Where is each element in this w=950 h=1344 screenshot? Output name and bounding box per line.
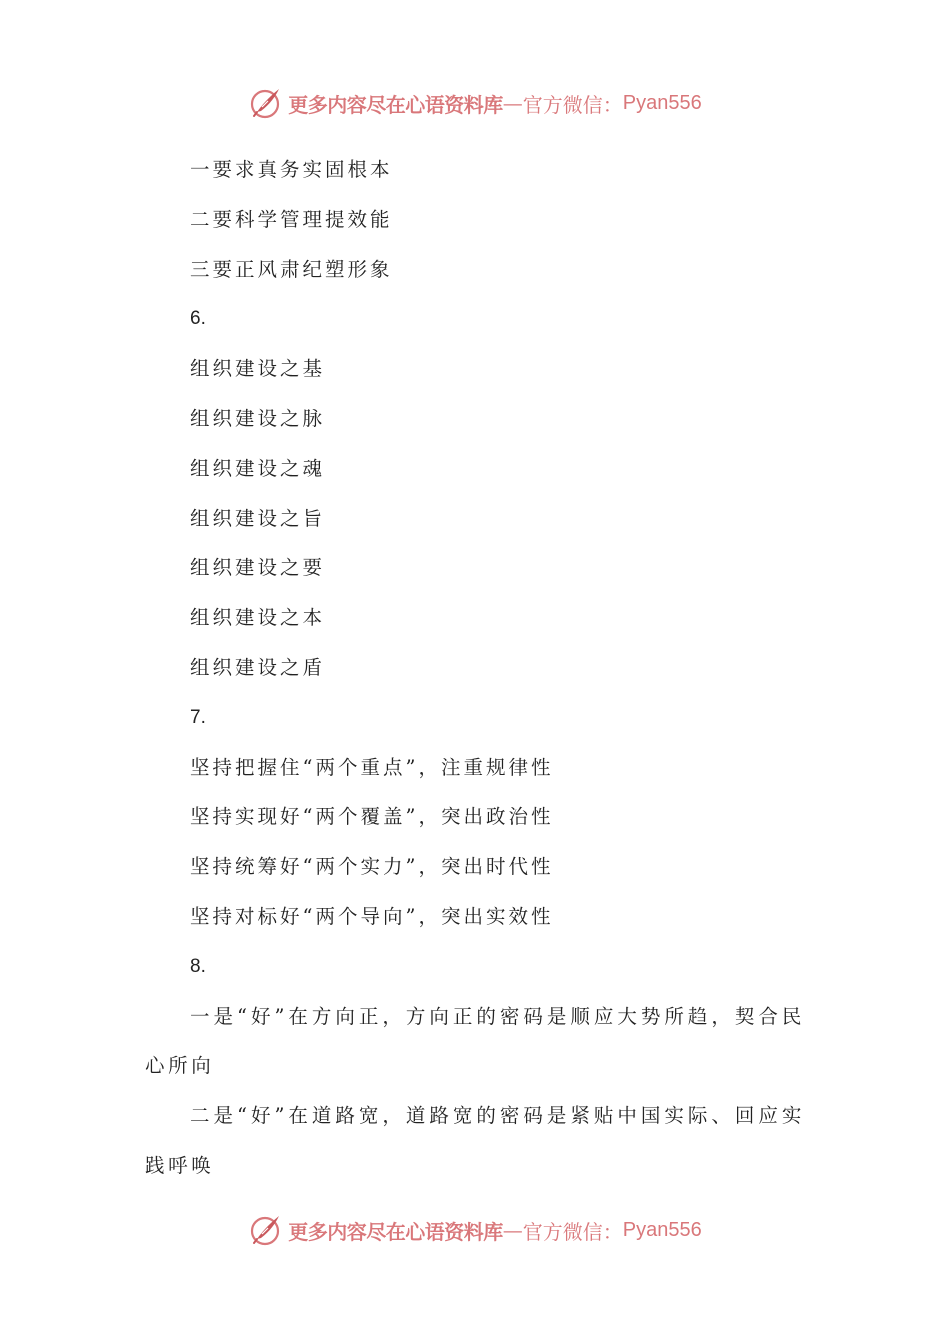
text-line: 坚持实现好“两个覆盖”，突出政治性 [190, 805, 554, 829]
quill-pen-logo-icon [248, 1212, 284, 1248]
watermark-banner-bottom [0, 1208, 950, 1252]
text-line: 坚持统筹好“两个实力”，突出时代性 [190, 855, 554, 879]
paragraph: 二是“好”在道路宽，道路宽的密码是紧贴中国实际、回应实践呼唤 [145, 1104, 805, 1177]
text-line: 二要科学管理提效能 [190, 207, 393, 231]
text-line: 坚持把握住“两个重点”，注重规律性 [190, 755, 554, 779]
text-line: 坚持对标好“两个导向”，突出实效性 [190, 904, 554, 928]
watermark-dash: — [502, 91, 523, 115]
text-line: 组织建设之魂 [190, 456, 326, 480]
quill-pen-logo-icon [248, 85, 284, 121]
text-line: 组织建设之基 [190, 357, 326, 381]
paragraph: 一是“好”在方向正，方向正的密码是顺应大势所趋，契合民心所向 [145, 1004, 805, 1078]
section-number: 7. [190, 706, 206, 728]
watermark-handle: Pyan556 [622, 91, 702, 114]
watermark-label: 官方微信： [522, 1219, 623, 1244]
watermark-label: 官方微信： [522, 92, 623, 117]
watermark-brand: 更多内容尽在心语资料库 [288, 92, 503, 117]
text-line: 组织建设之盾 [190, 655, 326, 679]
text-line: 三要正风肃纪塑形象 [190, 257, 393, 281]
section-number: 8. [190, 955, 206, 977]
document-body [0, 145, 950, 1191]
text-line: 组织建设之本 [190, 606, 326, 630]
text-line: 组织建设之旨 [190, 506, 326, 530]
section-number: 6. [190, 308, 206, 330]
watermark-brand: 更多内容尽在心语资料库 [288, 1219, 503, 1244]
watermark-handle: Pyan556 [622, 1218, 702, 1241]
watermark-dash: — [502, 1218, 523, 1242]
text-line: 一要求真务实固根本 [190, 158, 393, 181]
text-line: 组织建设之要 [190, 556, 326, 580]
text-line: 组织建设之脉 [190, 406, 326, 430]
watermark-banner-top [0, 81, 950, 125]
